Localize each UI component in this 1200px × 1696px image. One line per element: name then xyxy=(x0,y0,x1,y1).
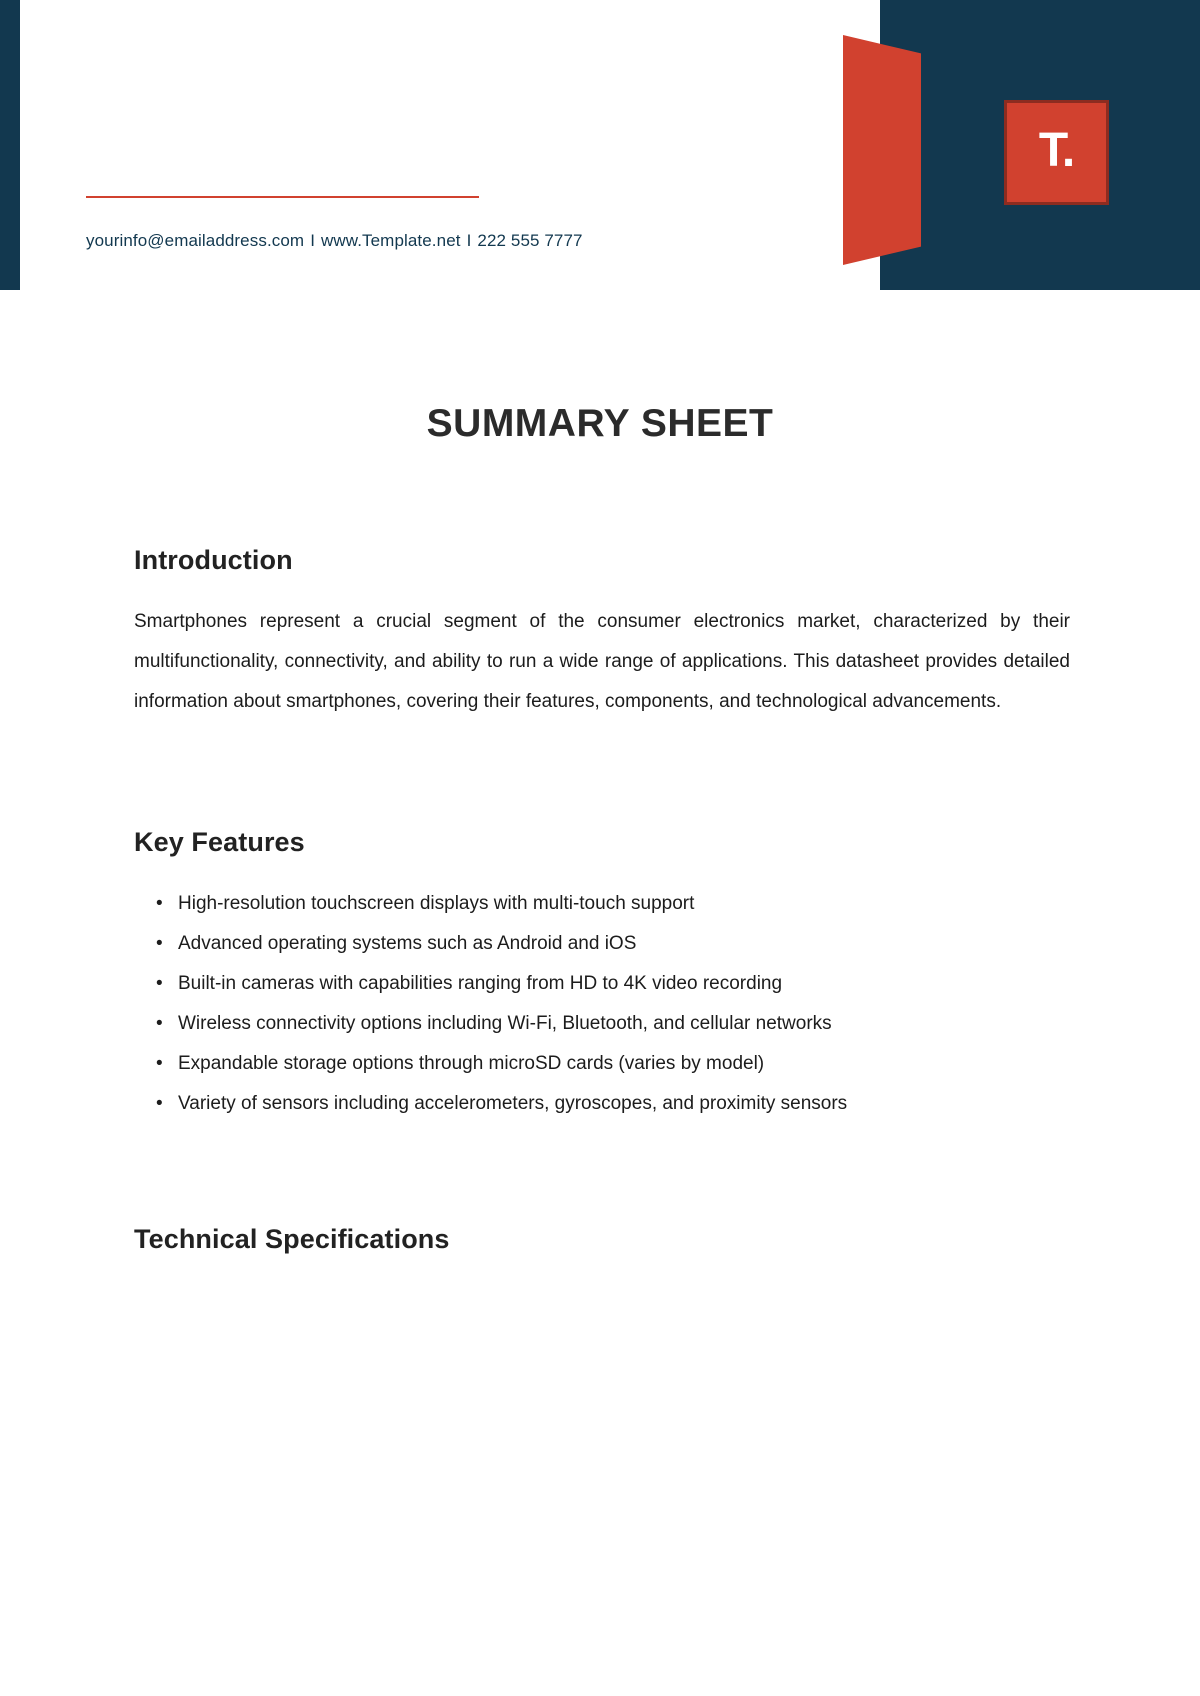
list-item: • High-resolution touchscreen displays with multi-touch support xyxy=(154,884,1070,924)
section-heading-introduction: Introduction xyxy=(134,545,293,575)
contact-separator-1: I xyxy=(310,231,316,250)
list-item: • Built-in cameras with capabilities ranging from HD to 4K video recording xyxy=(154,964,1070,1004)
section-introduction xyxy=(134,545,1070,722)
contact-email: yourinfo@emailaddress.com xyxy=(86,231,305,250)
contact-phone: 222 555 7777 xyxy=(477,231,583,250)
header-red-ribbon-shape xyxy=(843,35,921,265)
section-heading-technical-specifications: Technical Specifications xyxy=(134,1224,450,1254)
contact-website: www.Template.net xyxy=(321,231,461,250)
page-title: SUMMARY SHEET xyxy=(426,402,774,445)
list-item: • Wireless connectivity options including Wi-Fi, Bluetooth, and cellular networks xyxy=(154,1004,1070,1044)
section-spacer-1 xyxy=(134,722,1070,827)
key-features-list xyxy=(134,884,1070,1124)
section-spacer-2 xyxy=(134,1124,1070,1224)
brand-logo xyxy=(1004,100,1109,205)
list-item: • Variety of sensors including accelerometers, gyroscopes, and proximity sensors xyxy=(154,1084,1070,1124)
page-header xyxy=(0,0,1200,290)
list-item: • Expandable storage options through microSD cards (varies by model) xyxy=(154,1044,1070,1084)
introduction-paragraph: Smartphones represent a crucial segment of the consumer electronics market, characterized by their multifunctionality, connectivity, and ability to run a wide range of applications. This datasheet provides detailed information about smartphones, covering their features, components, and technological advancements. xyxy=(134,611,1070,712)
list-item: • Advanced operating systems such as Android and iOS xyxy=(154,924,1070,964)
document-content xyxy=(134,545,1070,1281)
brand-logo-text: T. xyxy=(1038,123,1075,177)
contact-info xyxy=(86,231,583,251)
header-divider-line xyxy=(86,196,479,198)
header-left-accent-bar xyxy=(0,0,20,290)
section-key-features xyxy=(134,827,1070,1124)
section-technical-specifications xyxy=(134,1224,1070,1255)
contact-separator-2: I xyxy=(466,231,472,250)
section-heading-key-features: Key Features xyxy=(134,827,305,857)
